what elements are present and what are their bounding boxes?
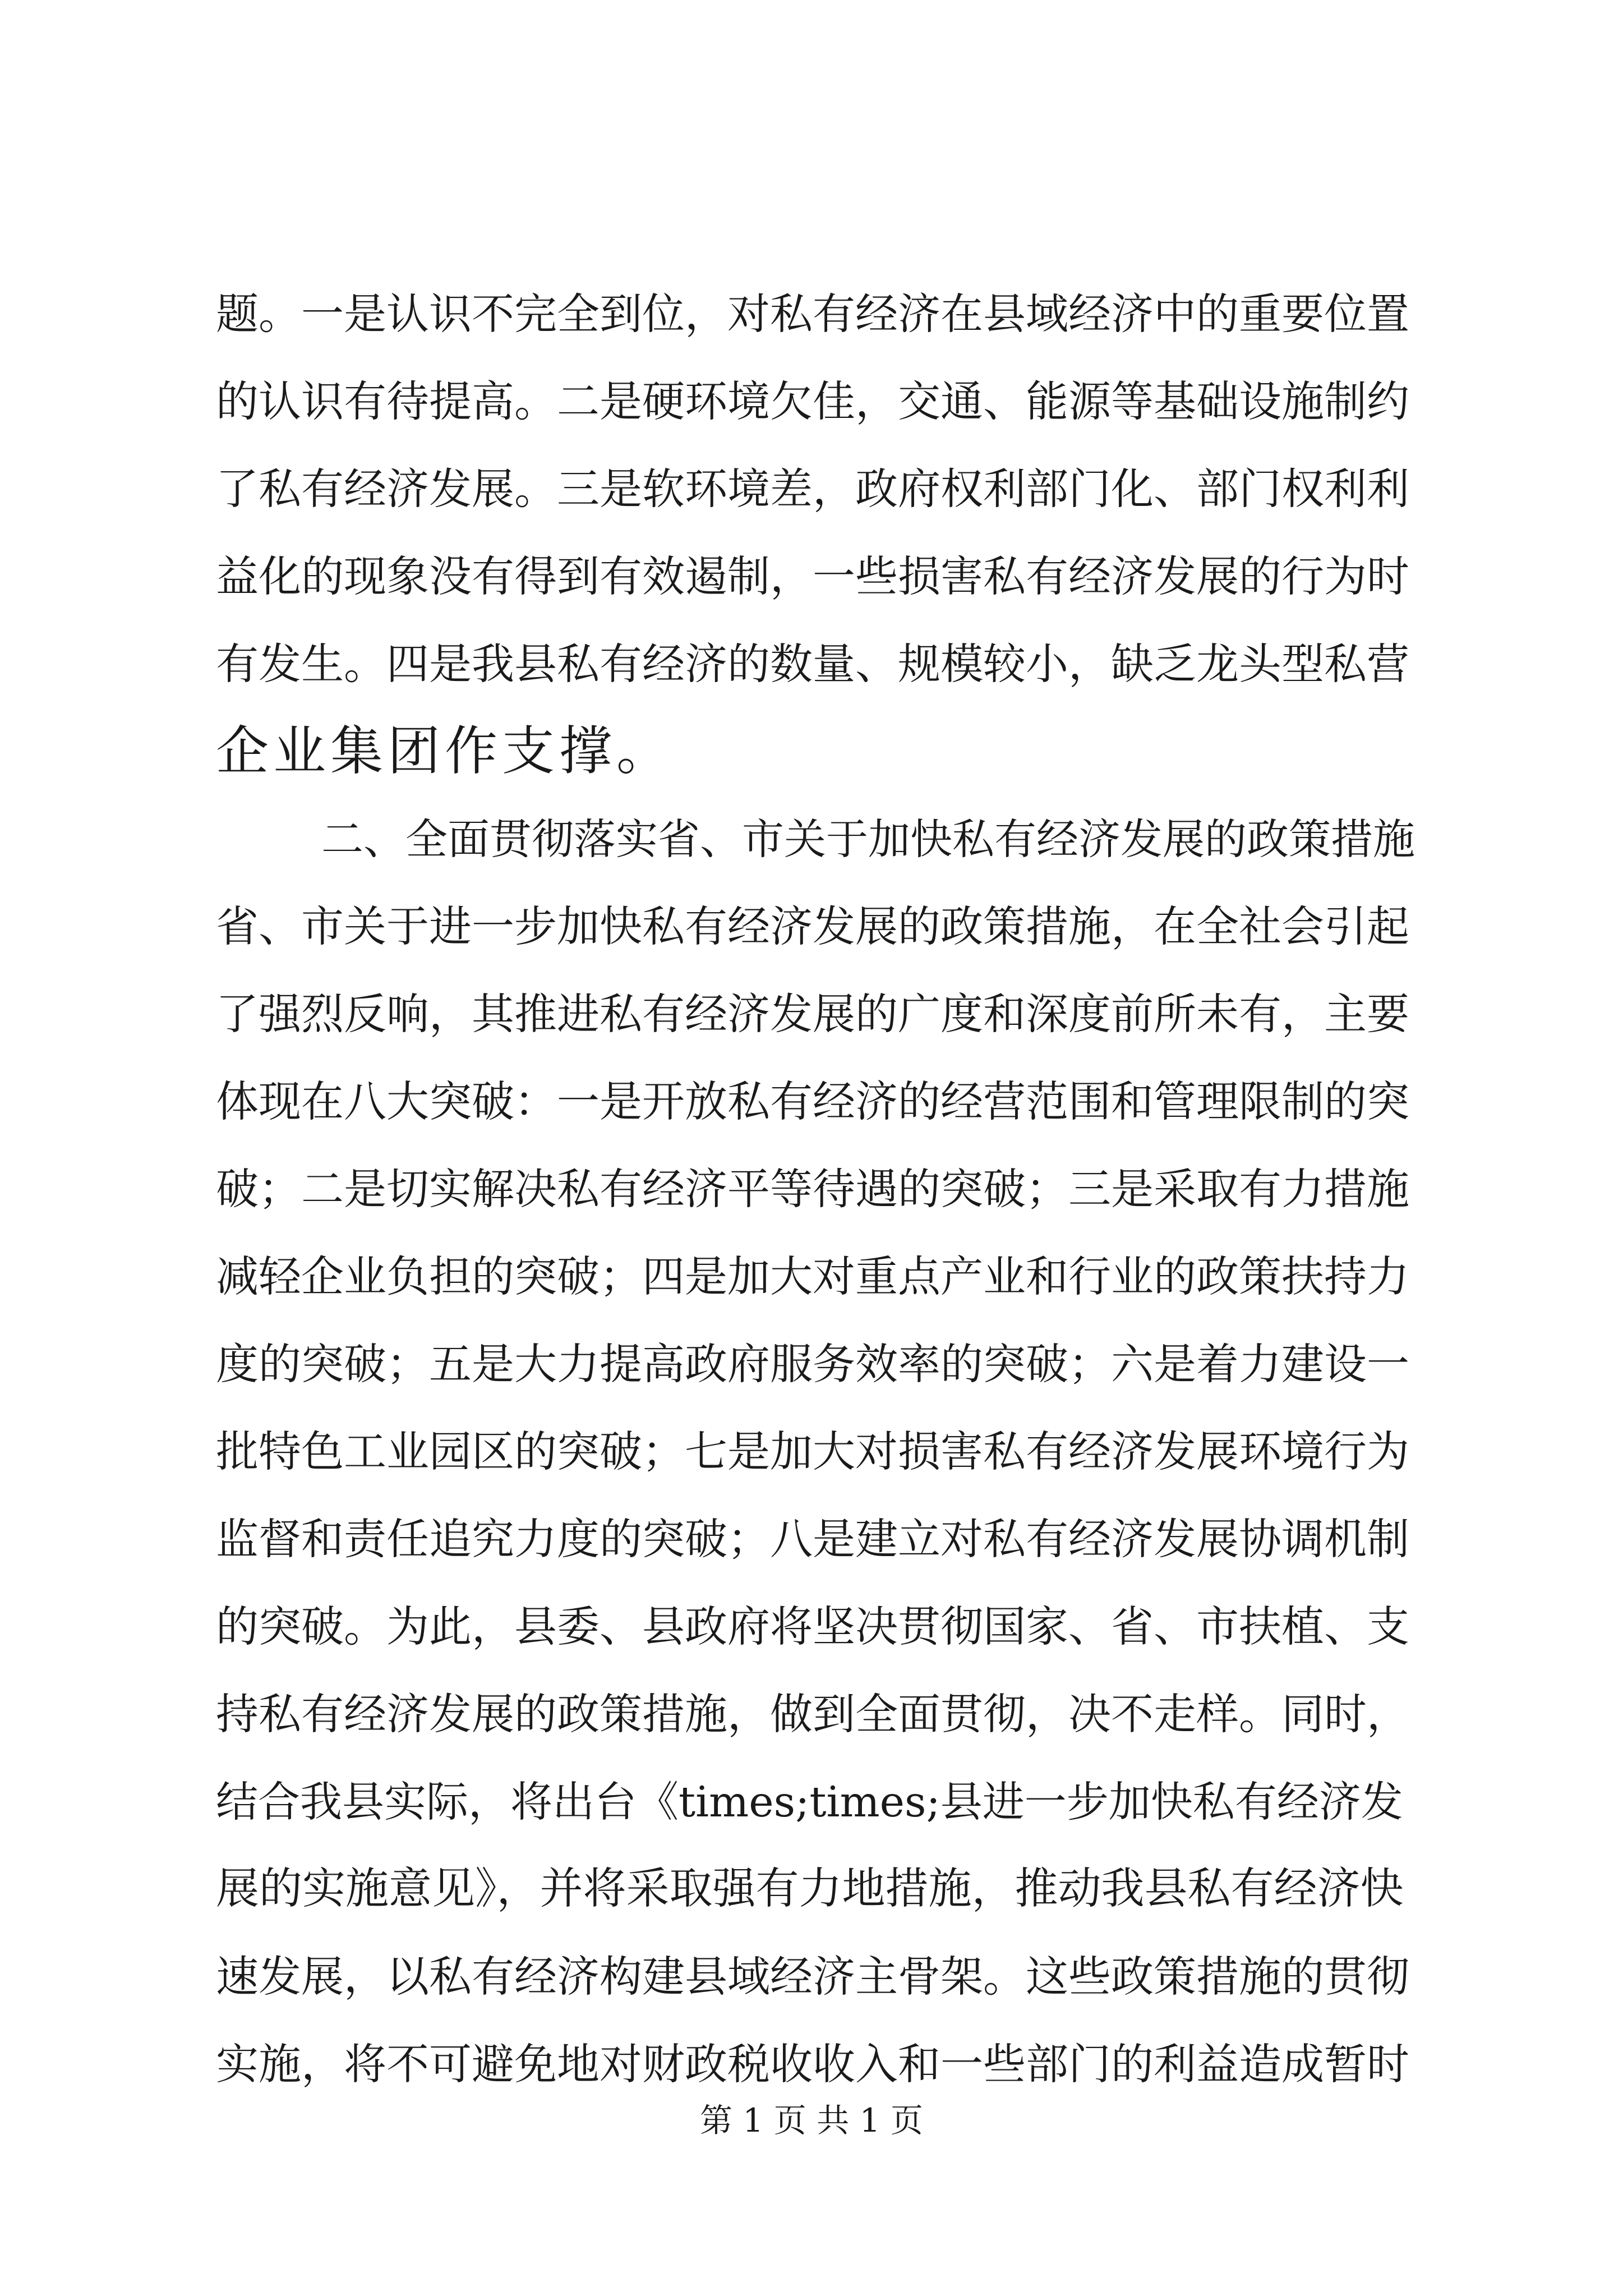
page-footer	[0, 2098, 1623, 2143]
body-line: 企业集团作支撑。	[216, 721, 674, 782]
body-line: 了强烈反响，其推进私有经济发展的广度和深度前所未有，主要	[216, 989, 1409, 1039]
body-line: 度的突破；五是大力提高政府服务效率的突破；六是着力建设一	[216, 1339, 1409, 1389]
body-line: 实施，将不可避免地对财政税收收入和一些部门的利益造成暂时	[216, 2039, 1409, 2089]
section-heading-line: 二、全面贯彻落实省、市关于加快私有经济发展的政策措施	[321, 815, 1415, 864]
body-line: 展的实施意见》，并将采取强有力地措施，推动我县私有经济快	[216, 1864, 1404, 1914]
body-line: 了私有经济发展。三是软环境差，政府权利部门化、部门权利利	[216, 464, 1409, 514]
page-number-indicator: 第 1 页 共 1 页	[700, 2101, 923, 2139]
body-line: 速发展，以私有经济构建县域经济主骨架。这些政策措施的贯彻	[216, 1952, 1409, 2001]
body-line: 破；二是切实解决私有经济平等待遇的突破；三是采取有力措施	[216, 1164, 1409, 1214]
body-line: 体现在八大突破：一是开放私有经济的经营范围和管理限制的突	[216, 1076, 1409, 1126]
body-line: 结合我县实际，将出台《times;times;县进一步加快私有经济发	[216, 1777, 1403, 1826]
body-line: 有发生。四是我县私有经济的数量、规模较小，缺乏龙头型私营	[216, 639, 1409, 689]
body-line: 减轻企业负担的突破；四是加大对重点产业和行业的政策扶持力	[216, 1251, 1409, 1301]
body-line: 持私有经济发展的政策措施，做到全面贯彻，决不走样。同时，	[216, 1689, 1409, 1739]
body-line: 的突破。为此，县委、县政府将坚决贯彻国家、省、市扶植、支	[216, 1602, 1409, 1651]
body-line: 的认识有待提高。二是硬环境欠佳，交通、能源等基础设施制约	[216, 376, 1409, 426]
body-line: 批特色工业园区的突破；七是加大对损害私有经济发展环境行为	[216, 1427, 1409, 1476]
body-line: 监督和责任追究力度的突破；八是建立对私有经济发展协调机制	[216, 1514, 1409, 1564]
body-line: 题。一是认识不完全到位，对私有经济在县域经济中的重要位置	[216, 289, 1409, 339]
body-line: 益化的现象没有得到有效遏制，一些损害私有经济发展的行为时	[216, 551, 1409, 601]
document-body	[216, 270, 1416, 2108]
body-line: 省、市关于进一步加快私有经济发展的政策措施，在全社会引起	[216, 901, 1409, 951]
